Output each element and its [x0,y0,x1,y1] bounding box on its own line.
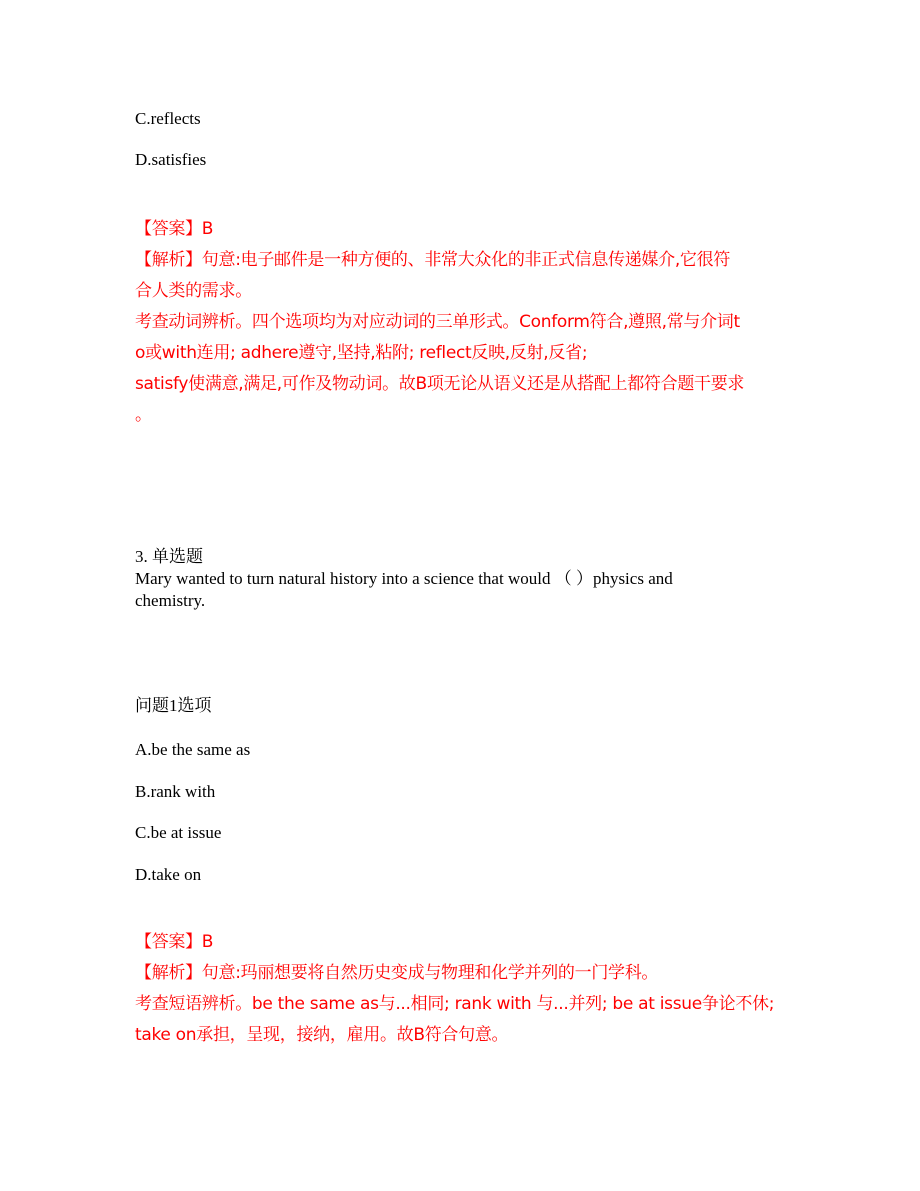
q3-stem-line: Mary wanted to turn natural history into a science that would （ ）physics and [135,569,673,588]
q3-option-d: D.take on [135,865,202,884]
q3-analysis-line: 【解析】句意:玛丽想要将自然历史变成与物理和化学并列的一门学科。 [135,963,659,983]
q3-analysis-line: take on承担，呈现，接纳，雇用。故B符合句意。 [135,1025,509,1045]
q2-analysis-line: 合人类的需求。 [135,281,252,301]
q3-option-a: A.be the same as [135,740,251,759]
q3-analysis-line: 考查短语辨析。be the same as与...相同; rank with 与...并列; be at issue争论不休; [135,994,775,1014]
q3-number-type: 3. 单选题 [135,547,203,566]
q2-answer-block [135,214,785,431]
q3-stem-line: chemistry. [135,591,206,610]
q3-answer: 【答案】B [135,932,214,952]
q2-option-c: C.reflects [135,109,201,128]
q2-analysis-line: o或with连用; adhere遵守,坚持,粘附; reflect反映,反射,反省; [135,343,588,363]
q2-analysis-line: 【解析】句意:电子邮件是一种方便的、非常大众化的非正式信息传递媒介,它很符 [135,250,731,270]
q2-analysis-line: satisfy使满意,满足,可作及物动词。故B项无论从语义还是从搭配上都符合题干要求 [135,374,745,394]
q2-analysis-line: 考查动词辨析。四个选项均为对应动词的三单形式。Conform符合,遵照,常与介词t [135,312,740,332]
q2-answer: 【答案】B [135,219,214,239]
q3-question [135,546,785,612]
q3-answer-block [135,927,785,1051]
q3-option-b: B.rank with [135,782,216,801]
q3-option-c: C.be at issue [135,823,222,842]
q2-analysis-line: 。 [135,405,152,425]
q3-options-header: 问题1选项 [135,696,212,715]
q2-option-d: D.satisfies [135,150,207,169]
